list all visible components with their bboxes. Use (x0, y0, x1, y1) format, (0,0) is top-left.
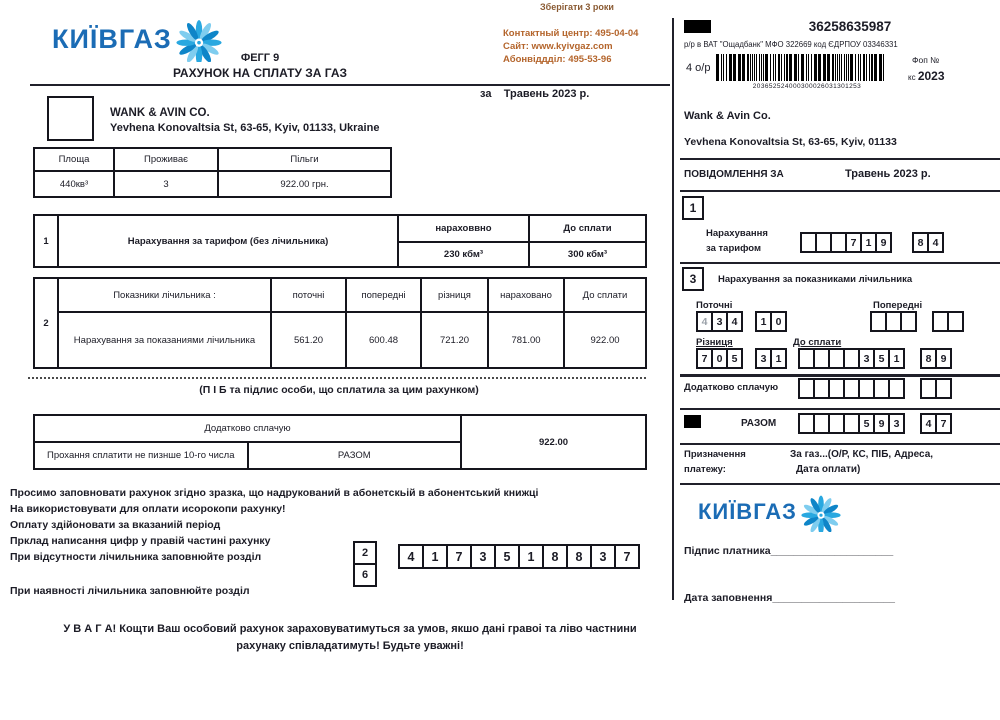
tariff-charge-table (33, 214, 647, 268)
digit-cell: 8 (920, 348, 937, 369)
meter-value-current: 561.20 (271, 312, 346, 368)
current-digits-main (696, 311, 743, 332)
barcode-bar (871, 54, 873, 81)
digit-cell: 1 (770, 348, 787, 369)
meter-row-number: 2 (34, 278, 58, 368)
stub-customer-name: Wank & Avin Co. (684, 110, 771, 122)
fill-date-line: Дата заповнення_____________________ (684, 592, 895, 604)
digit-cell: 0 (711, 348, 728, 369)
stub-tariff-label-1: Нарахування (706, 228, 768, 239)
tariff-row-label: Нарахування за тарифом (без лічильника) (58, 215, 398, 267)
barcode-bar (837, 54, 838, 81)
meter-header-current: поточні (271, 278, 346, 312)
digit-cell: 1 (518, 544, 544, 569)
purpose-label-1: Призначення (684, 449, 746, 460)
barcode (716, 54, 898, 81)
tariff-due-value: 300 кбм³ (529, 242, 646, 267)
barcode-bar (823, 54, 826, 81)
barcode-bar (738, 54, 741, 81)
digit-cell: 1 (422, 544, 448, 569)
year-prefix: кс (908, 73, 916, 82)
black-mark-top (684, 20, 711, 33)
digit-cell: 3 (590, 544, 616, 569)
barcode-bar (801, 54, 804, 81)
barcode-bar (726, 54, 727, 81)
meter-value-previous: 600.48 (346, 312, 421, 368)
tariff-digits-main (800, 232, 892, 253)
meter-header-readings: Показники лічильника : (58, 278, 271, 312)
tariff-due-header: До сплати (529, 215, 646, 242)
payment-request-note: Прохання сплатити не пизнше 10-го числа (34, 442, 248, 469)
total-digits-kop (920, 413, 952, 434)
digit-cell: 1 (755, 311, 772, 332)
digit-cell: 3 (711, 311, 728, 332)
keep-note: Зберігати 3 роки (540, 2, 614, 12)
meter-value-due: 922.00 (564, 312, 646, 368)
previous-label: Попередні (873, 300, 923, 311)
form-code: ФЕГГ 9 (240, 52, 280, 64)
info-value-benefits: 922.00 грн. (218, 171, 391, 197)
instruction-line-2: На використовувати для оплати исорокопи рахунку! (10, 503, 286, 515)
digit-cell: 1 (860, 232, 877, 253)
barcode-bar (874, 54, 877, 81)
info-value-area: 440кв³ (34, 171, 114, 197)
difference-digits-kop (755, 348, 787, 369)
barcode-bar (814, 54, 817, 81)
digit-cell: 8 (912, 232, 929, 253)
stub-total-label: РАЗОМ (741, 418, 777, 429)
stub-kyivgaz-flower-icon (801, 492, 841, 532)
section-ref-with-meter: 6 (353, 563, 377, 587)
barcode-bar (775, 54, 776, 81)
barcode-bar (742, 54, 745, 81)
header-rule (30, 84, 670, 86)
digit-cell: 3 (470, 544, 496, 569)
notice-label: ПОВІДОМЛЕННЯ ЗА (684, 169, 784, 180)
digit-cell: 8 (542, 544, 568, 569)
barcode-bar (778, 54, 780, 81)
digit-cell: 7 (446, 544, 472, 569)
digit-cell: 9 (873, 413, 890, 434)
instruction-line-6: При наявності лічильника заповнюйте розділ (10, 585, 250, 597)
customer-name: WANK & AVIN CO. (110, 107, 210, 119)
barcode-bar (860, 54, 861, 81)
barcode-bar (808, 54, 809, 81)
digit-cell: 3 (858, 348, 875, 369)
stub-section1-number: 1 (682, 196, 704, 220)
stub-meter-label: Нарахування за показниками лічильника (718, 274, 913, 285)
stub-customer-address: Yevhena Konovaltsia St, 63-65, Kyiv, 01133 (684, 136, 897, 148)
year-value: 2023 (917, 69, 945, 83)
meter-header-difference: різниця (421, 278, 488, 312)
barcode-bar (784, 54, 785, 81)
barcode-bar (883, 54, 884, 81)
barcode-bar (846, 54, 847, 81)
barcode-bar (855, 54, 856, 81)
purpose-value-1: За газ...(О/Р, КС, ПІБ, Адреса, (790, 449, 934, 460)
digit-cell (900, 311, 917, 332)
op-code: 4 о/р (686, 62, 711, 74)
black-mark-total (684, 415, 701, 428)
difference-label: Різниця (696, 337, 733, 348)
total-label: РАЗОМ (248, 442, 462, 469)
stub-kyivgaz-logo (698, 492, 841, 532)
barcode-bar (781, 54, 782, 81)
contact-block (503, 27, 638, 66)
bank-details-line: р/р в ВАТ "Ощадбанк" МФО 322669 код ЄДРПОУ 03346331 (684, 40, 898, 49)
digit-cell: 7 (696, 348, 713, 369)
difference-digits-main (696, 348, 743, 369)
period-label: за (480, 88, 492, 100)
barcode-bar (832, 54, 834, 81)
barcode-bar (841, 54, 842, 81)
payer-signature-line: Підпис платника_____________________ (684, 545, 894, 557)
barcode-bar (733, 54, 736, 81)
tariff-digits-kop (912, 232, 944, 253)
tariff-accrued-value: 230 кбм³ (398, 242, 529, 267)
form-no-label: Фоп № (912, 55, 940, 65)
digit-cell: 4 (398, 544, 424, 569)
digit-cell: 0 (770, 311, 787, 332)
barcode-bar (850, 54, 853, 81)
stub-rule-4 (680, 374, 1000, 377)
barcode-bar (863, 54, 865, 81)
stub-section3-number: 3 (682, 267, 704, 291)
barcode-bar (879, 54, 882, 81)
barcode-bar (839, 54, 840, 81)
current-label: Поточні (696, 300, 733, 311)
barcode-bar (716, 54, 719, 81)
barcode-bar (747, 54, 749, 81)
stub-tariff-label-2: за тарифом (706, 243, 761, 254)
total-digits-main (798, 413, 905, 434)
meter-table (33, 277, 647, 369)
barcode-bar (752, 54, 753, 81)
digit-cell: 5 (726, 348, 743, 369)
barcode-bar (848, 54, 849, 81)
barcode-bar (798, 54, 799, 81)
barcode-bar (786, 54, 788, 81)
barcode-bar (721, 54, 722, 81)
account-number: 36258635987 (808, 19, 892, 34)
warning-line-1: У В А Г А! Кощти Ваш особовий рахунок зараховуватимуться за умов, якшо дані гравоі та ліво частнини (63, 623, 637, 635)
previous-digits-main (870, 311, 917, 332)
contact-site-line: Сайт: www.kyivgaz.com (503, 41, 613, 52)
digit-cell (888, 378, 905, 399)
barcode-bar (761, 54, 762, 81)
tear-off-divider (672, 18, 674, 600)
due-digits-kop (920, 348, 952, 369)
due-label: До сплати (793, 337, 842, 348)
stub-kyivgaz-logo-text: КИЇВГАЗ (698, 499, 797, 524)
digit-cell: 7 (614, 544, 640, 569)
meter-header-accrued: нараховано (488, 278, 564, 312)
customer-address: Yevhena Konovaltsia St, 63-65, Kyiv, 01133, Ukraine (110, 122, 380, 134)
digit-cell: 5 (494, 544, 520, 569)
purpose-value-2: Дата оплати) (796, 464, 861, 475)
barcode-bar (754, 54, 755, 81)
instruction-line-5: При відсутности лічильника заповнюйте розділ (10, 551, 262, 563)
section-ref-no-meter: 2 (353, 541, 377, 565)
due-digits-main (798, 348, 905, 369)
tariff-row-number: 1 (34, 215, 58, 267)
digit-cell: 9 (935, 348, 952, 369)
barcode-bar (750, 54, 751, 81)
digit-cell: 5 (858, 413, 875, 434)
period-value: Травень 2023 р. (503, 88, 590, 100)
digit-cell: 9 (875, 232, 892, 253)
warning-line-2: рахунаку співладатимуть! Будьте уважні! (236, 640, 464, 652)
digit-cell: 3 (888, 413, 905, 434)
stub-rule-1 (680, 158, 1000, 160)
contact-center-line: Контактный центр: 495-04-04 (503, 28, 639, 39)
info-table (33, 147, 392, 198)
digit-cell: 8 (566, 544, 592, 569)
stub-rule-7 (680, 483, 1000, 485)
meter-value-difference: 721.20 (421, 312, 488, 368)
stamp-box (47, 96, 94, 141)
digit-cell: 5 (873, 348, 890, 369)
doc-title: РАХУНОК НА СПЛАТУ ЗА ГАЗ (172, 66, 348, 80)
barcode-bar (763, 54, 764, 81)
kyivgaz-logo-text: КИЇВГАЗ (52, 23, 172, 54)
barcode-bar (756, 54, 757, 81)
digit-cell: 7 (935, 413, 952, 434)
stub-extra-label: Додатково сплачую (684, 382, 779, 393)
digit-cell (935, 378, 952, 399)
meter-row-label: Нарахування за показаниями лічильника (58, 312, 271, 368)
signature-note: (П І Б та підлис особи, що сплатила за цим рахунком) (199, 384, 479, 396)
previous-digits-kop (932, 311, 964, 332)
total-amount: 922.00 (461, 415, 646, 469)
stub-rule-2 (680, 190, 1000, 192)
instruction-line-3: Оплату здійоновати за вказаниій період (10, 519, 221, 531)
notice-period: Травень 2023 р. (845, 168, 931, 180)
barcode-bar (806, 54, 807, 81)
barcode-bar (759, 54, 760, 81)
contact-abonent-line: Абонвіддділ: 495-53-96 (503, 54, 612, 65)
digit-cell: 7 (845, 232, 862, 253)
barcode-bar (773, 54, 774, 81)
stub-rule-5 (680, 408, 1000, 410)
digit-cell (947, 311, 964, 332)
stub-rule-6 (680, 443, 1000, 445)
barcode-bar (858, 54, 859, 81)
barcode-bar (844, 54, 845, 81)
barcode-bar (869, 54, 870, 81)
extra-pay-label: Додатково сплачую (34, 415, 461, 442)
tariff-accrued-header: нараховвно (398, 215, 529, 242)
info-value-residents: 3 (114, 171, 218, 197)
barcode-bar (811, 54, 812, 81)
barcode-bar (866, 54, 867, 81)
stub-rule-3 (680, 262, 1000, 264)
barcode-bar (789, 54, 792, 81)
extra-digits-kop (920, 378, 952, 399)
info-header-residents: Проживає (114, 148, 218, 171)
purpose-label-2: платежу: (684, 464, 726, 475)
year-line (908, 69, 945, 83)
digit-cell: 4 (696, 311, 713, 332)
period-line (480, 88, 589, 100)
digit-cell: 1 (888, 348, 905, 369)
dotted-separator (28, 377, 646, 379)
info-header-benefits: Пільги (218, 148, 391, 171)
current-digits-kop (755, 311, 787, 332)
digit-cell: 4 (927, 232, 944, 253)
digit-cell: 4 (920, 413, 937, 434)
barcode-bar (729, 54, 732, 81)
barcode-bar (827, 54, 830, 81)
meter-value-accrued: 781.00 (488, 312, 564, 368)
barcode-bar (835, 54, 836, 81)
info-header-area: Площа (34, 148, 114, 171)
instruction-line-4: Прклад написання цифр у правій частині рахунку (10, 535, 271, 547)
payment-summary-table (33, 414, 647, 470)
barcode-bar (794, 54, 797, 81)
sample-digit-row (398, 544, 640, 569)
meter-header-previous: попередні (346, 278, 421, 312)
digit-cell: 4 (726, 311, 743, 332)
meter-header-due: До сплати (564, 278, 646, 312)
barcode-number: 203652524000300026031301253 (752, 83, 862, 90)
barcode-bar (765, 54, 768, 81)
digit-cell: 3 (755, 348, 772, 369)
barcode-bar (723, 54, 724, 81)
extra-digits-main (798, 378, 905, 399)
instruction-line-1: Просимо заповновати рахунок згідно зразка, що надрукований в абонетскьій в абонентський книжці (10, 487, 539, 499)
barcode-bar (770, 54, 771, 81)
barcode-bar (818, 54, 821, 81)
